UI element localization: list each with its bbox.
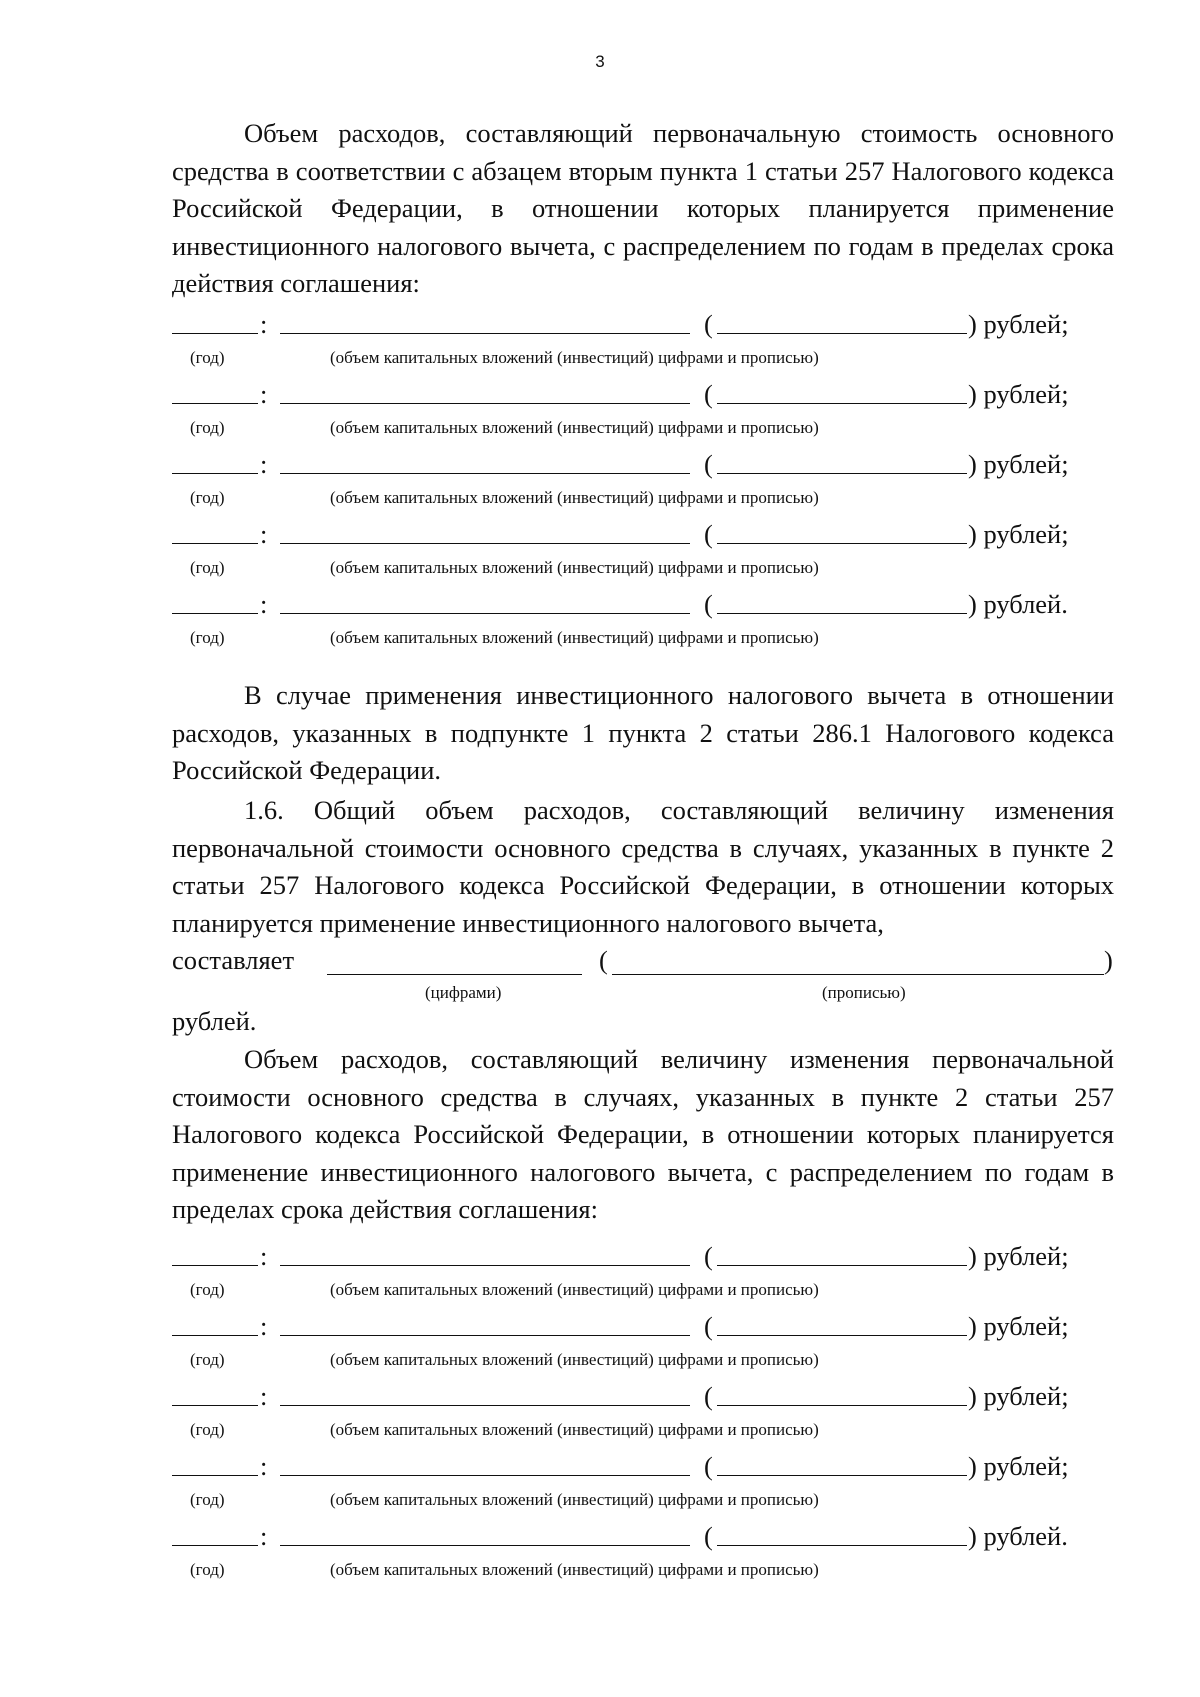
amount-words-field[interactable]	[717, 587, 967, 614]
amount-digits-field[interactable]	[280, 1449, 690, 1476]
caption-year: (год)	[190, 628, 225, 647]
section1-intro: Объем расходов, составляющий первоначальную стоимость основного средства в соответствии с абзацем вторым пункта 1 статьи 257 Налогового кодекса Российской Федерации, в отношении которых планируется применение инвестиционного налогового вычета, с распределением по годам в пределах срока действия соглашения:	[172, 118, 1114, 298]
year-field[interactable]	[172, 307, 258, 334]
page-number: 3	[595, 52, 605, 71]
row-suffix: ) рублей.	[968, 589, 1068, 619]
caption-year: (год)	[190, 1280, 225, 1299]
row-paren-open: (	[704, 519, 713, 549]
row-colon: :	[260, 1381, 268, 1411]
item-1-6-paragraph: 1.6. Общий объем расходов, составляющий величину изменения первоначальной стоимости основного средства в случаях, указанных в пункте 2 статьи 257 Налогового кодекса Российской Федерации, в отношении которых планируется применение инвестиционного налогового вычета,	[172, 795, 1114, 938]
amount-row	[172, 447, 1092, 481]
caption-amount: (объем капитальных вложений (инвестиций) цифрами и прописью)	[330, 418, 819, 437]
amount-digits-field[interactable]	[280, 1379, 690, 1406]
caption-digits: (цифрами)	[425, 983, 502, 1002]
row-paren-open: (	[704, 379, 713, 409]
row-colon: :	[260, 1451, 268, 1481]
amount-words-field[interactable]	[717, 1379, 967, 1406]
row-colon: :	[260, 1241, 268, 1271]
caption-year: (год)	[190, 1490, 225, 1509]
row-paren-open: (	[704, 1241, 713, 1271]
row-colon: :	[260, 1311, 268, 1341]
caption-year: (год)	[190, 418, 225, 437]
row-suffix: ) рублей.	[968, 1521, 1068, 1551]
caption-amount: (объем капитальных вложений (инвестиций) цифрами и прописью)	[330, 1490, 819, 1509]
row-paren-open: (	[704, 1521, 713, 1551]
total-prefix: составляет	[172, 945, 295, 975]
total-amount-line	[172, 942, 1114, 979]
row-suffix: ) рублей;	[968, 379, 1069, 409]
row-paren-open: (	[704, 1451, 713, 1481]
caption-amount: (объем капитальных вложений (инвестиций) цифрами и прописью)	[330, 348, 819, 367]
amount-row	[172, 1519, 1092, 1553]
amount-words-field[interactable]	[717, 517, 967, 544]
row-colon: :	[260, 1521, 268, 1551]
total-paren-close: )	[1104, 945, 1113, 975]
row-suffix: ) рублей;	[968, 1451, 1069, 1481]
row-colon: :	[260, 449, 268, 479]
year-field[interactable]	[172, 447, 258, 474]
row-paren-open: (	[704, 589, 713, 619]
amount-words-field[interactable]	[717, 447, 967, 474]
amount-digits-field[interactable]	[280, 1519, 690, 1546]
caption-words: (прописью)	[822, 983, 906, 1002]
row-suffix: ) рублей;	[968, 1241, 1069, 1271]
total-paren-open: (	[599, 945, 608, 975]
year-field[interactable]	[172, 1449, 258, 1476]
amount-words-field[interactable]	[717, 1449, 967, 1476]
amount-row	[172, 307, 1092, 341]
year-field[interactable]	[172, 587, 258, 614]
row-paren-open: (	[704, 309, 713, 339]
amount-digits-field[interactable]	[280, 587, 690, 614]
total-rubles: рублей.	[172, 1006, 257, 1036]
year-field[interactable]	[172, 377, 258, 404]
row-paren-open: (	[704, 1381, 713, 1411]
amount-digits-field[interactable]	[280, 517, 690, 544]
total-digits-field[interactable]	[327, 948, 582, 975]
caption-amount: (объем капитальных вложений (инвестиций) цифрами и прописью)	[330, 1560, 819, 1579]
caption-year: (год)	[190, 1350, 225, 1369]
year-field[interactable]	[172, 517, 258, 544]
amount-row	[172, 587, 1092, 621]
amount-row	[172, 1449, 1092, 1483]
amount-words-field[interactable]	[717, 1519, 967, 1546]
caption-amount: (объем капитальных вложений (инвестиций) цифрами и прописью)	[330, 488, 819, 507]
total-words-field[interactable]	[612, 948, 1104, 975]
amount-digits-field[interactable]	[280, 307, 690, 334]
row-paren-open: (	[704, 1311, 713, 1341]
year-field[interactable]	[172, 1309, 258, 1336]
caption-amount: (объем капитальных вложений (инвестиций) цифрами и прописью)	[330, 1420, 819, 1439]
amount-digits-field[interactable]	[280, 447, 690, 474]
caption-year: (год)	[190, 488, 225, 507]
amount-digits-field[interactable]	[280, 1309, 690, 1336]
amount-row	[172, 517, 1092, 551]
row-suffix: ) рублей;	[968, 1311, 1069, 1341]
caption-amount: (объем капитальных вложений (инвестиций) цифрами и прописью)	[330, 1280, 819, 1299]
caption-amount: (объем капитальных вложений (инвестиций) цифрами и прописью)	[330, 628, 819, 647]
row-colon: :	[260, 379, 268, 409]
row-paren-open: (	[704, 449, 713, 479]
caption-year: (год)	[190, 1420, 225, 1439]
row-suffix: ) рублей;	[968, 449, 1069, 479]
caption-year: (год)	[190, 348, 225, 367]
section4-intro: Объем расходов, составляющий величину изменения первоначальной стоимости основного средства в случаях, указанных в пункте 2 статьи 257 Налогового кодекса Российской Федерации, в отношении которых планируется применение инвестиционного налогового вычета, с распределением по годам в пределах срока действия соглашения:	[172, 1044, 1114, 1224]
caption-amount: (объем капитальных вложений (инвестиций) цифрами и прописью)	[330, 1350, 819, 1369]
row-suffix: ) рублей;	[968, 1381, 1069, 1411]
case-paragraph: В случае применения инвестиционного налогового вычета в отношении расходов, указанных в подпункте 1 пункта 2 статьи 286.1 Налогового кодекса Российской Федерации.	[172, 680, 1114, 785]
year-field[interactable]	[172, 1239, 258, 1266]
amount-row	[172, 377, 1092, 411]
year-field[interactable]	[172, 1519, 258, 1546]
amount-row	[172, 1309, 1092, 1343]
amount-row	[172, 1379, 1092, 1413]
amount-digits-field[interactable]	[280, 1239, 690, 1266]
amount-words-field[interactable]	[717, 1239, 967, 1266]
row-colon: :	[260, 309, 268, 339]
amount-digits-field[interactable]	[280, 377, 690, 404]
amount-row	[172, 1239, 1092, 1273]
amount-words-field[interactable]	[717, 377, 967, 404]
caption-year: (год)	[190, 1560, 225, 1579]
year-field[interactable]	[172, 1379, 258, 1406]
row-suffix: ) рублей;	[968, 309, 1069, 339]
caption-year: (год)	[190, 558, 225, 577]
caption-amount: (объем капитальных вложений (инвестиций) цифрами и прописью)	[330, 558, 819, 577]
amount-words-field[interactable]	[717, 307, 967, 334]
row-suffix: ) рублей;	[968, 519, 1069, 549]
amount-words-field[interactable]	[717, 1309, 967, 1336]
row-colon: :	[260, 589, 268, 619]
row-colon: :	[260, 519, 268, 549]
